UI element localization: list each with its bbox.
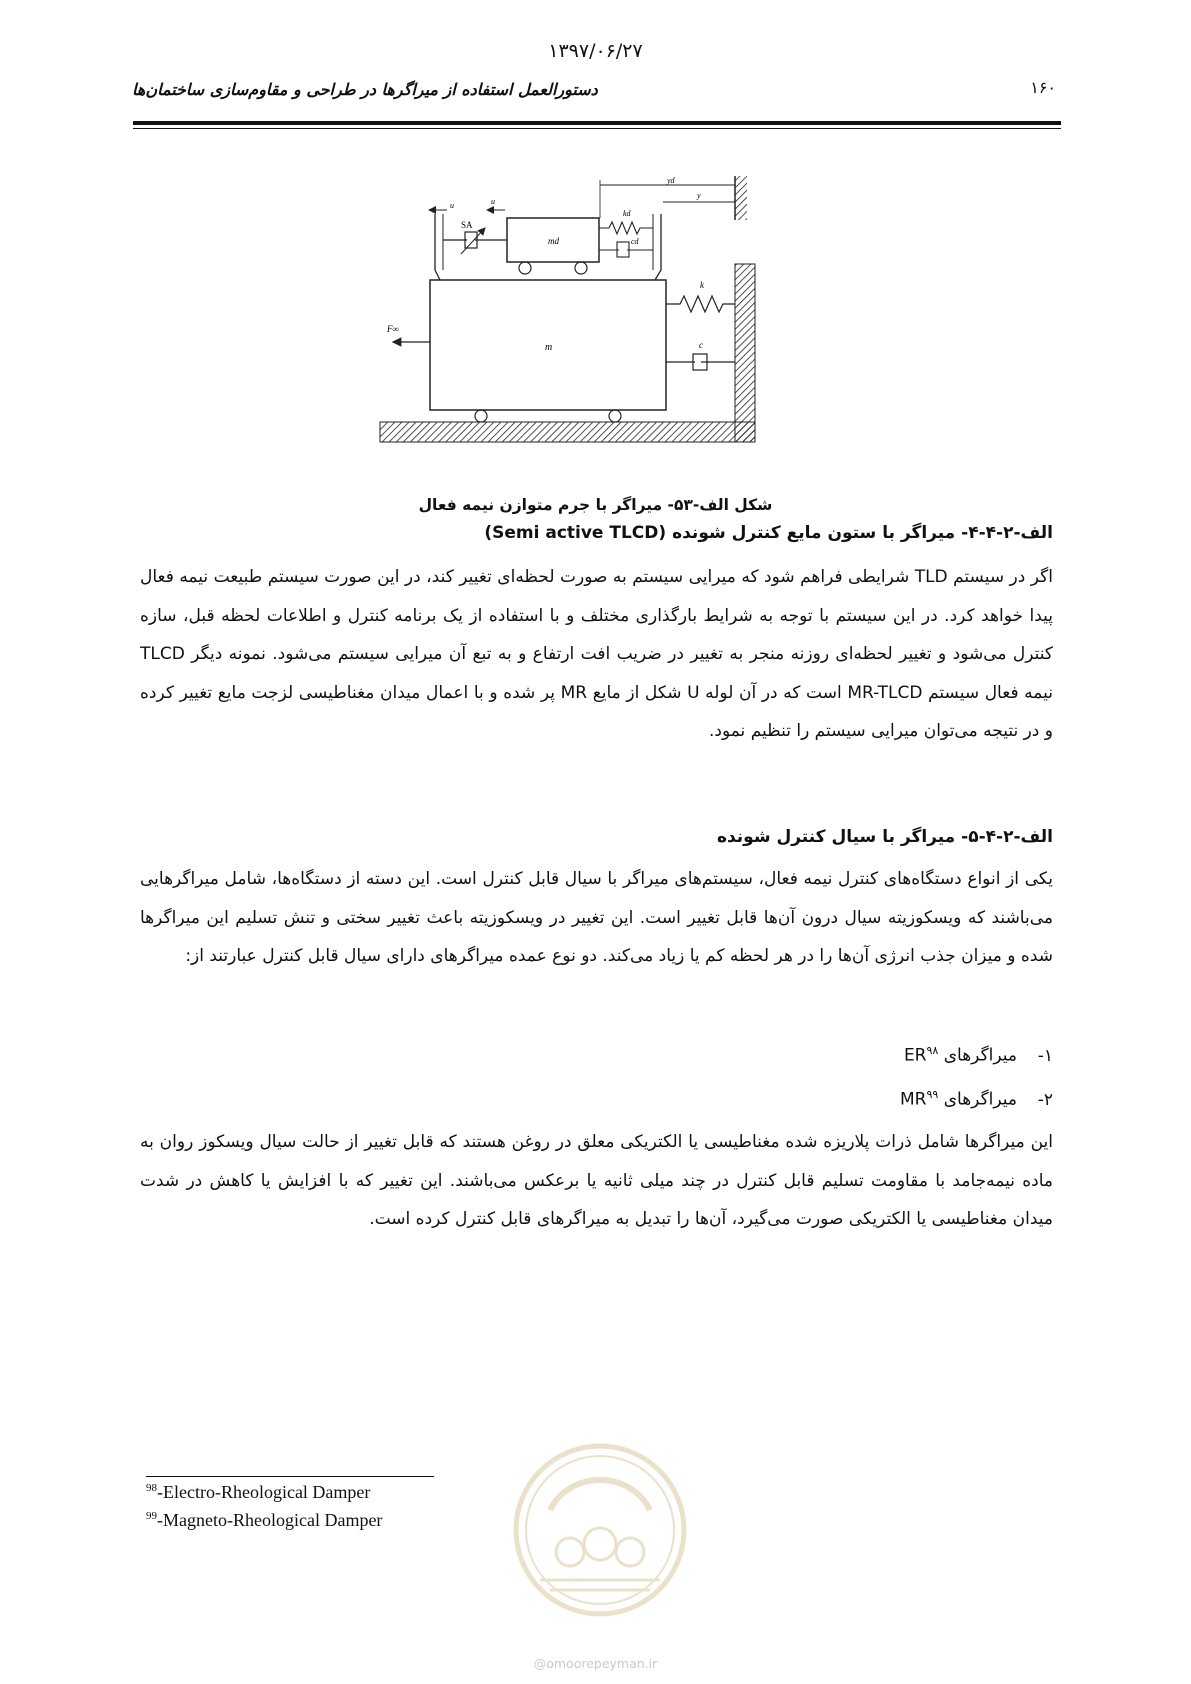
footnote-text: -Electro-Rheological Damper (157, 1482, 371, 1502)
watermark-seal (510, 1440, 690, 1620)
figure-semi-active-tmd (387, 176, 815, 478)
main-mass-wheel-right (609, 410, 621, 422)
frame-right (655, 214, 661, 280)
paragraph-fluid: یکی از انواع دستگاه‌های کنترل نیمه فعال، سیستم‌های میراگر با سیال قابل کنترل است. این دسته از دستگاه‌ها، شامل میراگرهایی می‌باشند که ویسکوزیته سیال درون آن‌ها قابل تغییر است. این تغییر در ویسکوزیته باعث تغییر سختی و تنش تسلیم این میراگرها شده و میزان جذب انرژی آن‌ها را در هر لحظه کم یا زیاد می‌کند. دو نوع عمده میراگرهای دارای سیال قابل کنترل عبارتند از: (140, 869, 1053, 966)
tuned-mass-label: md (548, 236, 559, 246)
tuned-mass-wheel-left (519, 262, 531, 274)
spring-k (666, 296, 735, 312)
tuned-mass-wheel-right (575, 262, 587, 274)
watermark-seal-graphic (510, 1440, 690, 1620)
spring-kd-label: kd (623, 209, 631, 218)
footnote-number: 99 (146, 1510, 157, 1522)
list-item-mr (140, 1080, 1053, 1115)
damper-c-label: c (699, 340, 703, 350)
spring-k-label: k (700, 280, 704, 290)
spring-kd (599, 222, 653, 234)
frame-left (435, 214, 440, 280)
figure-diagram (387, 176, 815, 478)
footnote-ref: ۹۹ (926, 1088, 939, 1101)
damper-cd-label: cd (631, 237, 639, 246)
paragraph-tlcd: اگر در سیستم TLD شرایطی فراهم شود که میرایی سیستم به صورت لحظه‌ای تغییر کند، در این صورت سیستم طبیعت نیمه فعال پیدا خواهد کرد. در این سیستم با توجه به شرایط بارگذاری مختلف و با استفاده از یک برنامه کنترل و اطلاعات لحظه قبل، سازه کنترل می‌شود و تغییر لحظه‌ای روزنه منجر به تغییر در ضریب افت ارتفاع و به تبع آن میرایی سیستم می‌شود. نمونه دیگر TLCD نیمه فعال سیستم MR-TLCD است که در آن لوله U شکل از مایع MR پر شده و با اعمال میدان مغناطیسی لزجت مایع تغییر کرده و در نتیجه می‌توان میرایی سیستم را تنظیم نمود. (140, 567, 1053, 741)
list-item-er (140, 1036, 1053, 1071)
y-label: y (697, 191, 701, 200)
footnote-98 (146, 1482, 370, 1503)
figure-caption: شکل الف-۵۳- میراگر با جرم متوازن نیمه فعال (418, 496, 773, 514)
list-number: ۱- (1037, 1045, 1053, 1066)
u-label-1: u (450, 201, 454, 210)
header-rule-thin (133, 128, 1061, 129)
running-title: دستورالعمل استفاده از میراگرها در طراحی و مقاوم‌سازی ساختمان‌ها (132, 80, 598, 99)
watermark-url: @omoorepeyman.ir (533, 1656, 658, 1671)
header-rule-thick (133, 121, 1061, 125)
list-text: میراگرهای ER (903, 1045, 1017, 1066)
u-label-2: u (491, 197, 495, 206)
main-mass-wheel-left (475, 410, 487, 422)
yd-label: yd (667, 176, 675, 185)
footnote-rule (146, 1476, 434, 1477)
list-text: میراگرهای MR (900, 1089, 1017, 1110)
page-number: ۱۶۰ (1030, 78, 1056, 97)
sa-label: SA (461, 220, 473, 230)
ground-hatch (380, 422, 755, 442)
paragraph-closing: این میراگرها شامل ذرات پلاریزه شده مغناطیسی یا الکتریکی معلق در روغن هستند که قابل تغییر از حالت سیال ویسکوز روان به ماده نیمه‌جامد با مقاومت تسلیم قابل کنترل در چند میلی ثانیه یا برعکس می‌باشند. این تغییر که با افزایش یا کاهش در شدت میدان مغناطیسی یا الکتریکی صورت می‌گیرد، آن‌ها را تبدیل به میراگرهای قابل کنترل کرده است. (140, 1132, 1053, 1229)
footnote-text: -Magneto-Rheological Damper (157, 1510, 383, 1530)
footnote-ref: ۹۸ (926, 1044, 939, 1057)
footnote-99 (146, 1510, 382, 1531)
force-label: F∞ (387, 324, 399, 334)
main-mass-label: m (545, 342, 553, 353)
section-heading-tlcd: الف-۲-۴-۴- میراگر با ستون مایع کنترل شونده (Semi active TLCD) (484, 523, 1053, 543)
top-support-hatch (735, 176, 747, 220)
footnote-number: 98 (146, 1482, 157, 1494)
section-heading-fluid: الف-۲-۴-۵- میراگر با سیال کنترل شونده (716, 827, 1053, 847)
list-number: ۲- (1037, 1089, 1053, 1110)
document-date: ۱۳۹۷/۰۶/۲۷ (548, 40, 643, 62)
wall-hatch (735, 264, 755, 442)
